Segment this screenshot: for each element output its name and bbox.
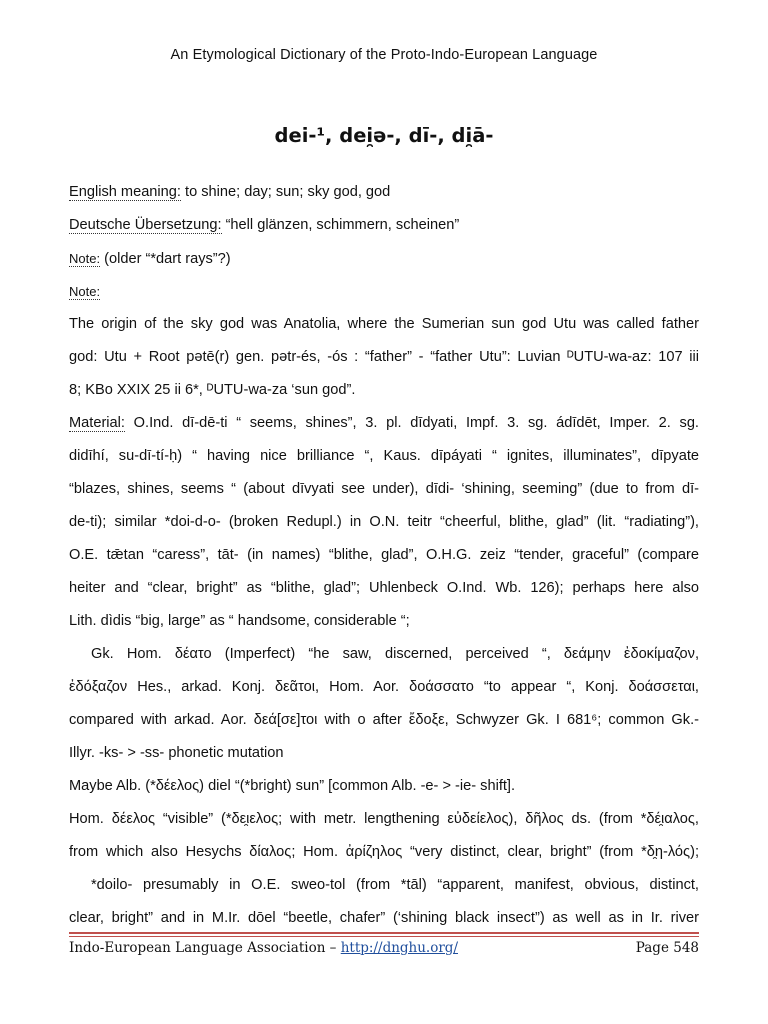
- note-label-2: Note:: [69, 284, 101, 299]
- note-line-2: [69, 280, 699, 313]
- greek-line: Illyr. -ks- > -ss- phonetic mutation: [69, 745, 284, 761]
- doilo-line: *doilo- presumably in O.E. sweo-tol (from *tāl) “apparent, manifest, obvious, distinct,: [91, 877, 699, 893]
- deutsch-line: [69, 214, 699, 247]
- material-label: Material:: [69, 415, 125, 431]
- material-line: O.E. tǣtan “caress”, tāt- (in names) “blithe, glad”, O.H.G. zeiz “tender, graceful” (compare: [69, 547, 699, 563]
- material-line: [69, 412, 699, 445]
- english-meaning-label: English meaning:: [69, 184, 181, 200]
- greek-line: ἐδόξαζον Hes., arkad. Konj. δεᾶτοι, Hom. Aor. δοάσσατο “to appear “, Konj. δοάσσεται,: [69, 679, 699, 695]
- note-line-1: [69, 247, 699, 280]
- homeric-line: Hom. δέελος “visible” (*δε̯ιελος; with metr. lengthening εὐδείελος), δῆλος ds. (from *δέ̯ιαλος,: [69, 811, 699, 827]
- entry-title: dei-¹, dei̯ə-, dī-, di̯ā-: [274, 124, 494, 147]
- deutsch-label: Deutsche Übersetzung:: [69, 217, 222, 233]
- footer-link[interactable]: http://dnghu.org/: [340, 940, 458, 956]
- material-line: “blazes, shines, seems “ (about dīvyati see under), dīdi- ‘shining, seeming” (due to from dī-: [69, 481, 699, 497]
- deutsch-value: “hell glänzen, schimmern, scheinen”: [221, 217, 460, 233]
- entry-body: [69, 181, 699, 940]
- material-line: heiter and “clear, bright” as “blithe, glad”; Uhlenbeck O.Ind. Wb. 126); perhaps here also: [69, 580, 699, 596]
- greek-line: Gk. Hom. δέατο (Imperfect) “he saw, discerned, perceived “, δεάμην ἐδοκίμαζον,: [91, 646, 699, 662]
- material-line: didīhí, su-dī-tí-ḥ) “ having nice brilliance “, Kaus. dīpáyati “ ignites, illuminates”, dīpyate: [69, 448, 699, 464]
- homeric-line: from which also Hesychs δίαλος; Hom. ἀρίζηλος “very distinct, clear, bright” (from *δ̯η-λός);: [69, 844, 699, 860]
- material-line: Lith. dìdis “big, large” as “ handsome, considerable “;: [69, 613, 410, 629]
- material-text: O.Ind. dī-dē-ti “ seems, shines”, 3. pl. dīdyati, Impf. 3. sg. ádīdēt, Imper. 2. sg.: [124, 415, 699, 431]
- albanian-line: Maybe Alb. (*δέελος) diel “(*bright) sun” [common Alb. -e- > -ie- shift].: [69, 778, 516, 794]
- paragraph-line: 8; KBo XXIX 25 ii 6*, ᴰUTU-wa-za ‘sun god”.: [69, 382, 356, 398]
- greek-line: compared with arkad. Aor. δεά[σε]τοι with o after ἔδοξε, Schwyzer Gk. I 681⁶; common Gk.-: [69, 712, 699, 728]
- english-meaning-line: [69, 181, 699, 214]
- english-meaning-value: to shine; day; sun; sky god, god: [180, 184, 391, 200]
- page-number: Page 548: [635, 940, 699, 956]
- page-footer: [69, 940, 699, 960]
- note-label-1: Note:: [69, 251, 101, 266]
- running-header: An Etymological Dictionary of the Proto-Indo-European Language: [170, 47, 598, 63]
- doilo-line: clear, bright” and in M.Ir. dōel “beetle, chafer” (‘shining black insect”) as well as in Ir. river: [69, 910, 699, 926]
- footer-org: Indo-European Language Association –: [69, 940, 341, 956]
- note-value-1: (older “*dart rays”?): [100, 251, 231, 267]
- paragraph-line: god: Utu + Root pətē(r) gen. pətr-és, -ós : “father” - “father Utu”: Luvian ᴰUTU-wa-az: 107 iii: [69, 349, 699, 365]
- footer-divider-thin: [69, 936, 699, 937]
- paragraph-line: The origin of the sky god was Anatolia, where the Sumerian sun god Utu was called father: [69, 316, 699, 332]
- footer-left: [69, 940, 458, 960]
- material-line: de-ti); similar *doi-d-o- (broken Redupl.) in O.N. teitr “cheerful, blithe, glad” (lit. “radiating”),: [69, 514, 699, 530]
- footer-divider: [69, 932, 699, 934]
